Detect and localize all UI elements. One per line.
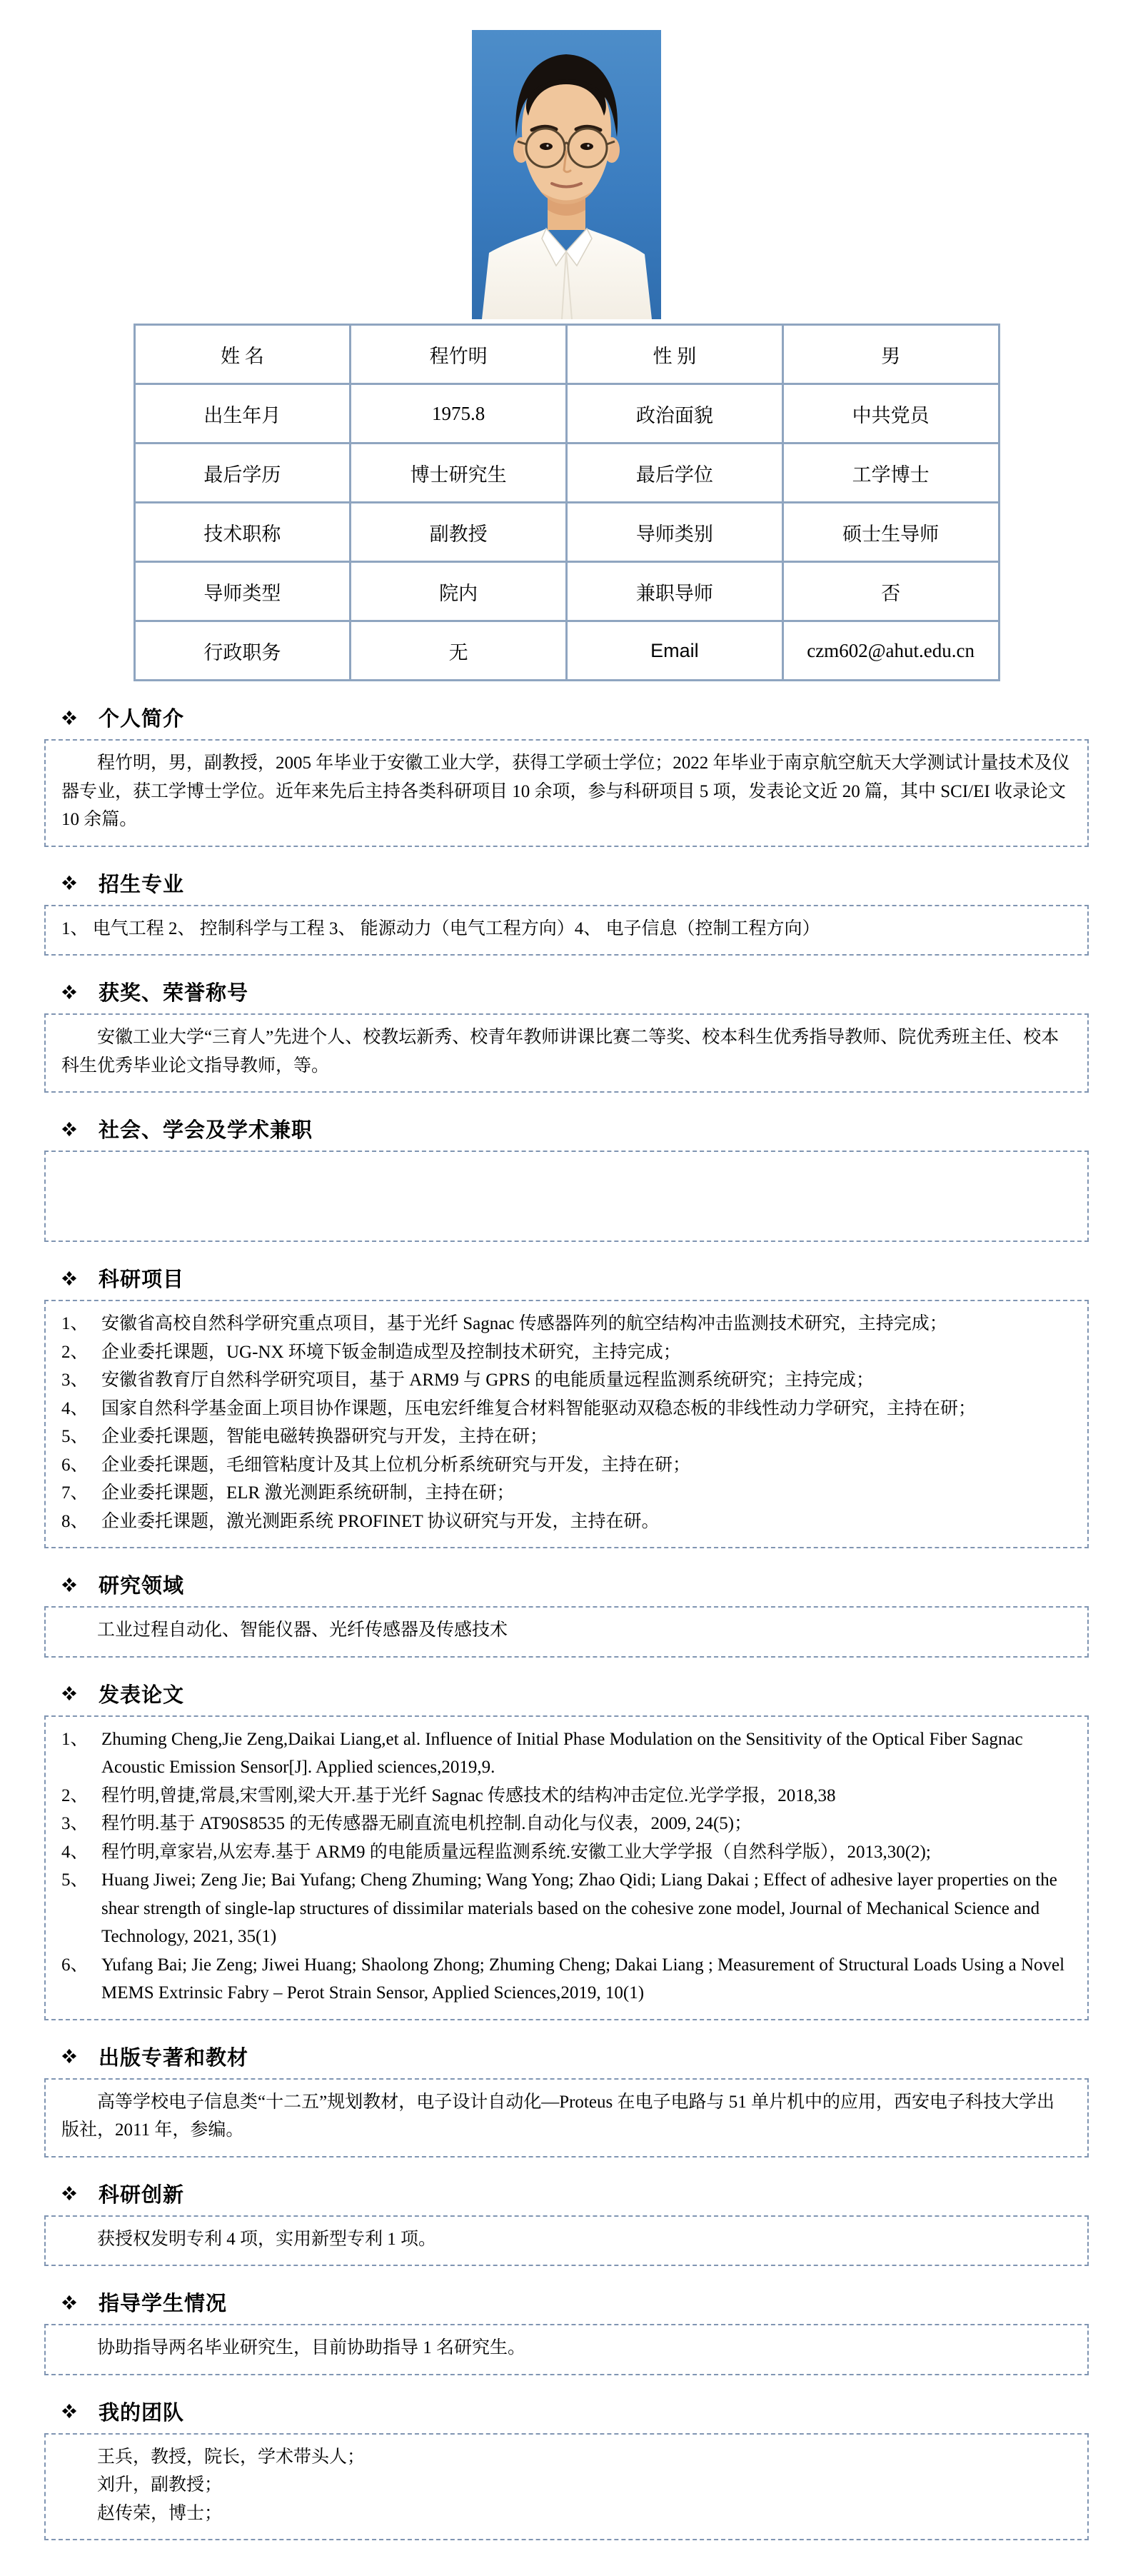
field-label: 最后学位 bbox=[567, 443, 783, 503]
field-value: 男 bbox=[782, 325, 999, 384]
list-item-number: 5、 bbox=[61, 1427, 89, 1446]
sections bbox=[44, 703, 1089, 2540]
profile-photo bbox=[472, 30, 661, 319]
four-diamond-bullet-icon bbox=[61, 2295, 77, 2310]
profile-table-body bbox=[134, 325, 999, 681]
section-research-areas bbox=[44, 1570, 1089, 1658]
four-diamond-bullet-icon bbox=[61, 710, 77, 726]
field-value: 无 bbox=[351, 621, 567, 681]
list-item-text: 安徽省教育厅自然科学研究项目，基于 ARM9 与 GPRS 的电能质量远程监测系统研究；主持完成； bbox=[101, 1370, 874, 1390]
list-item-number: 7、 bbox=[61, 1483, 89, 1503]
field-label: 出生年月 bbox=[134, 384, 351, 443]
list-item-text: 程竹明,曾捷,常晨,宋雪刚,梁大开.基于光纤 Sagnac 传感技术的结构冲击定位.光学学报，2018,38 bbox=[101, 1785, 836, 1805]
section-students bbox=[44, 2287, 1089, 2375]
table-row bbox=[134, 562, 999, 621]
field-value: 副教授 bbox=[351, 503, 567, 562]
field-value: 博士研究生 bbox=[351, 443, 567, 503]
list-item bbox=[61, 1310, 1072, 1338]
section-box-students bbox=[44, 2324, 1089, 2375]
field-label: 导师类型 bbox=[134, 562, 351, 621]
list-item-number: 2、 bbox=[61, 1342, 89, 1362]
table-row bbox=[134, 443, 999, 503]
paragraph: 程竹明，男，副教授，2005 年毕业于安徽工业大学，获得工学硕士学位；2022 年毕业于南京航空航天大学测试计量技术及仪器专业，获工学博士学位。近年来先后主持各类科研项目 10 余项，参与科研项目 5 项，发表论文近 20 篇，其中 SCI/EI 收录论文 10 余篇。 bbox=[61, 753, 1070, 829]
field-value: 否 bbox=[782, 562, 999, 621]
field-value: 院内 bbox=[351, 562, 567, 621]
field-label: 姓 名 bbox=[134, 325, 351, 384]
id-photo-illustration bbox=[472, 30, 661, 319]
list-item-text: Huang Jiwei; Zeng Jie; Bai Yufang; Cheng Zhuming; Wang Yong; Zhao Qidi; Liang Dakai ; Effect of adhesive layer properties on the shear strength of single-lap structures of dissimilar materials based on the cohesive zone model, Journal of Mechanical Science and Technology, 2021, 35(1) bbox=[101, 1870, 1057, 1946]
field-value: 程竹明 bbox=[351, 325, 567, 384]
four-diamond-bullet-icon bbox=[61, 2403, 77, 2419]
section-title: 我的团队 bbox=[99, 2401, 185, 2425]
four-diamond-bullet-icon bbox=[61, 1577, 77, 1593]
list-item bbox=[61, 1810, 1072, 1838]
section-box-team bbox=[44, 2433, 1089, 2541]
list-item-number: 3、 bbox=[61, 1814, 89, 1833]
section-title: 出版专著和教材 bbox=[99, 2046, 249, 2070]
table-row bbox=[134, 503, 999, 562]
section-header bbox=[61, 2179, 1089, 2208]
section-title: 个人简介 bbox=[99, 708, 185, 731]
paragraph: 协助指导两名毕业研究生，目前协助指导 1 名研究生。 bbox=[97, 2338, 526, 2357]
section-innovation bbox=[44, 2179, 1089, 2267]
list-item-text: 企业委托课题，智能电磁转换器研究与开发，主持在研； bbox=[101, 1427, 548, 1446]
section-box-memberships bbox=[44, 1151, 1089, 1242]
paragraph: 王兵，教授，院长，学术带头人； bbox=[97, 2447, 366, 2467]
section-header bbox=[61, 1679, 1089, 1708]
field-label: 技术职称 bbox=[134, 503, 351, 562]
list-item bbox=[61, 1395, 1072, 1423]
list-item-text: 企业委托课题，ELR 激光测距系统研制，主持在研； bbox=[101, 1483, 515, 1503]
list-item-text: 企业委托课题，毛细管粘度计及其上位机分析系统研究与开发，主持在研； bbox=[101, 1455, 691, 1475]
four-diamond-bullet-icon bbox=[61, 1271, 77, 1286]
paragraph: 刘升，副教授； bbox=[97, 2475, 223, 2495]
section-title: 科研创新 bbox=[99, 2183, 185, 2207]
field-value: 中共党员 bbox=[782, 384, 999, 443]
list-item bbox=[61, 1866, 1072, 1951]
field-label: 导师类别 bbox=[567, 503, 783, 562]
section-title: 发表论文 bbox=[99, 1683, 185, 1707]
list-item bbox=[61, 1423, 1072, 1451]
section-header bbox=[61, 868, 1089, 898]
list-item-number: 3、 bbox=[61, 1370, 89, 1390]
list-item bbox=[61, 1366, 1072, 1395]
section-box-awards bbox=[44, 1013, 1089, 1093]
field-label: Email bbox=[567, 621, 783, 681]
section-header bbox=[61, 1570, 1089, 1599]
table-row bbox=[134, 325, 999, 384]
section-header bbox=[61, 2397, 1089, 2426]
section-box-profile bbox=[44, 739, 1089, 847]
section-box-majors bbox=[44, 905, 1089, 956]
list-item-number: 2、 bbox=[61, 1785, 89, 1805]
list-item bbox=[61, 1479, 1072, 1508]
list-item bbox=[61, 1338, 1072, 1367]
paragraph: 高等学校电子信息类“十二五”规划教材，电子设计自动化—Proteus 在电子电路与 51 单片机中的应用，西安电子科技大学出版社，2011 年，参编。 bbox=[61, 2092, 1054, 2140]
section-title: 获奖、荣誉称号 bbox=[99, 982, 249, 1005]
paragraph: 安徽工业大学“三育人”先进个人、校教坛新秀、校青年教师讲课比赛二等奖、校本科生优秀指导教师、院优秀班主任、校本科生优秀毕业论文指导教师，等。 bbox=[61, 1028, 1059, 1076]
list-item-number: 4、 bbox=[61, 1398, 89, 1418]
section-title: 指导学生情况 bbox=[99, 2292, 228, 2315]
list-item bbox=[61, 1451, 1072, 1480]
paragraph: 工业过程自动化、智能仪器、光纤传感器及传感技术 bbox=[97, 1620, 508, 1640]
list-item bbox=[61, 1508, 1072, 1536]
paragraph: 赵传荣，博士； bbox=[97, 2503, 223, 2523]
section-box-innovation bbox=[44, 2215, 1089, 2267]
field-label: 性 别 bbox=[567, 325, 783, 384]
four-diamond-bullet-icon bbox=[61, 1685, 77, 1701]
list-item-number: 5、 bbox=[61, 1870, 89, 1890]
section-memberships bbox=[44, 1114, 1089, 1242]
section-title: 研究领域 bbox=[99, 1575, 185, 1598]
four-diamond-bullet-icon bbox=[61, 2185, 77, 2201]
section-header bbox=[61, 1263, 1089, 1293]
list-item bbox=[61, 1838, 1072, 1867]
field-label: 行政职务 bbox=[134, 621, 351, 681]
section-header bbox=[61, 977, 1089, 1006]
table-row bbox=[134, 621, 999, 681]
list-item-number: 6、 bbox=[61, 1455, 89, 1475]
list-item-text: Yufang Bai; Jie Zeng; Jiwei Huang; Shaolong Zhong; Zhuming Cheng; Dakai Liang ; Measurement of Structural Loads Using a Novel MEMS Extrinsic Fabry – Perot Strain Sensor, Applied Sciences,2019, 10(1) bbox=[101, 1955, 1065, 2003]
list-item bbox=[61, 1782, 1072, 1810]
field-value: 硕士生导师 bbox=[782, 503, 999, 562]
field-label: 最后学历 bbox=[134, 443, 351, 503]
list-item-text: 程竹明.基于 AT90S8535 的无传感器无刷直流电机控制.自动化与仪表，2009, 24(5)； bbox=[101, 1814, 752, 1833]
section-header bbox=[61, 2042, 1089, 2071]
list-item-number: 8、 bbox=[61, 1511, 89, 1531]
section-title: 招生专业 bbox=[99, 873, 185, 896]
list-item-number: 4、 bbox=[61, 1842, 89, 1862]
list-item-text: 企业委托课题，激光测距系统 PROFINET 协议研究与开发，主持在研。 bbox=[101, 1511, 660, 1531]
section-header bbox=[61, 1114, 1089, 1143]
section-awards bbox=[44, 977, 1089, 1093]
section-books bbox=[44, 2042, 1089, 2157]
section-projects bbox=[44, 1263, 1089, 1548]
section-header bbox=[61, 2287, 1089, 2317]
list-item-number: 1、 bbox=[61, 1314, 89, 1333]
section-box-projects bbox=[44, 1300, 1089, 1548]
field-value: czm602@ahut.edu.cn bbox=[782, 621, 999, 681]
section-title: 科研项目 bbox=[99, 1268, 185, 1291]
field-label: 政治面貌 bbox=[567, 384, 783, 443]
profile-table bbox=[134, 324, 1000, 681]
list-item-number: 1、 bbox=[61, 1729, 89, 1749]
table-row bbox=[134, 384, 999, 443]
field-value: 1975.8 bbox=[351, 384, 567, 443]
section-header bbox=[61, 703, 1089, 732]
four-diamond-bullet-icon bbox=[61, 1121, 77, 1137]
list-item bbox=[61, 1725, 1072, 1782]
section-box-books bbox=[44, 2078, 1089, 2157]
section-publications bbox=[44, 1679, 1089, 2020]
field-label: 兼职导师 bbox=[567, 562, 783, 621]
four-diamond-bullet-icon bbox=[61, 875, 77, 891]
list-item-number: 6、 bbox=[61, 1955, 89, 1975]
section-profile bbox=[44, 703, 1089, 847]
four-diamond-bullet-icon bbox=[61, 2048, 77, 2064]
field-value: 工学博士 bbox=[782, 443, 999, 503]
section-majors bbox=[44, 868, 1089, 956]
list-item bbox=[61, 1951, 1072, 2008]
paragraph: 1、 电气工程 2、 控制科学与工程 3、 能源动力（电气工程方向）4、 电子信息（控制工程方向） bbox=[61, 918, 820, 938]
paragraph: 获授权发明专利 4 项，实用新型专利 1 项。 bbox=[97, 2229, 437, 2249]
section-team bbox=[44, 2397, 1089, 2541]
list-item-text: Zhuming Cheng,Jie Zeng,Daikai Liang,et al. Influence of Initial Phase Modulation on the Sensitivity of the Optical Fiber Sagnac Acoustic Emission Sensor[J]. Applied sciences,2019,9. bbox=[101, 1729, 1023, 1777]
section-box-publications bbox=[44, 1715, 1089, 2020]
list-item-text: 国家自然科学基金面上项目协作课题，压电宏纤维复合材料智能驱动双稳态板的非线性动力学研究，主持在研； bbox=[101, 1398, 977, 1418]
list-item-text: 安徽省高校自然科学研究重点项目，基于光纤 Sagnac 传感器阵列的航空结构冲击监测技术研究，主持完成； bbox=[101, 1314, 947, 1333]
section-title: 社会、学会及学术兼职 bbox=[99, 1119, 313, 1142]
section-box-research-areas bbox=[44, 1606, 1089, 1658]
list-item-text: 程竹明,章家岩,从宏寿.基于 ARM9 的电能质量远程监测系统.安徽工业大学学报（自然科学版），2013,30(2); bbox=[101, 1842, 931, 1862]
list-item-text: 企业委托课题，UG-NX 环境下钣金制造成型及控制技术研究，主持完成； bbox=[101, 1342, 681, 1362]
four-diamond-bullet-icon bbox=[61, 984, 77, 1000]
